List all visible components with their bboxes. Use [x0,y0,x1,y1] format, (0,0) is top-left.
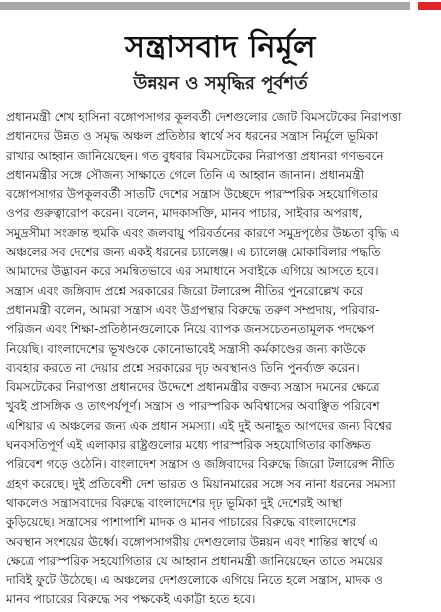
body-line: পরিবেশ গড়ে ওঠেনি। বাংলাদেশ সন্ত্রাস ও জঙ্গিবাদের বিরুদ্ধে জিরো টলারেন্স নীতি [6,457,395,472]
body-line: রাখার আহ্বান জানিয়েছেন। গত বুধবার বিমসটেকের নিরাপত্তা প্রধানরা গণভবনে [6,148,384,163]
body-line: থাকলেও সন্ত্রাসবাদের বিরুদ্ধে বাংলাদেশের দৃঢ় ভূমিকা দুই দেশেরই আস্থা [6,495,343,510]
body-line: মানব পাচারের বিরুদ্ধে সব পক্ষকেই একাট্টা হতে হবে। [6,592,256,607]
body-line: পরিজন এবং শিক্ষা-প্রতিষ্ঠানগুলোকে নিয়ে ব্যাপক জনসচেতনতামূলক পদক্ষেপ [6,322,375,337]
body-line: কুড়িয়েছে। সন্ত্রাসের পাশাপাশি মাদক ও মানব পাচারের বিরুদ্ধে বাংলাদেশের [6,515,357,530]
article-body [6,108,436,610]
header-rule [0,2,441,10]
body-line: বিমসটেকের নিরাপত্তা প্রধানদের উদ্দেশে প্রধানমন্ত্রীর বক্তব্য সন্ত্রাস দমনের ক্ষেত্রে [6,380,380,395]
body-line: ক্ষেত্রে পারস্পরিক সহযোগিতার যে আহ্বান প্রধানমন্ত্রী জানিয়েছেন তাতে সময়ের [6,553,383,568]
header-rule-red-accent [418,2,441,10]
body-line: সমুদ্রসীমা সংক্রান্ত হুমকি এবং জলবায়ু পরিবর্তনের কারণে সমুদ্রপৃষ্ঠের উচ্চতা বৃদ্ধি এ [6,225,400,240]
body-line: সন্ত্রাস এবং জঙ্গিবাদ প্রশ্নে সরকারের জিরো টলারেন্স নীতির পুনরোল্লেখ করে [6,283,364,298]
body-line: দাবিই ফুটে উঠেছে। এ অঞ্চলের দেশগুলোকে এগিয়ে নিতে হলে সন্ত্রাস, মাদক ও [6,573,383,588]
body-line: প্রধানমন্ত্রীর সঙ্গে সৌজন্য সাক্ষাতে গেলে তিনি এ আহ্বান জানান। প্রধানমন্ত্রী [6,167,365,182]
headline: সন্ত্রাসবাদ নির্মূল [125,30,316,65]
body-line: খুবই প্রাসঙ্গিক ও তাৎপর্যপূর্ণ। সন্ত্রাস ও পারস্পরিক অবিশ্বাসের অবাঞ্ছিত পরিবেশ [6,399,380,414]
header-rule-gray-bar [0,2,410,10]
body-line: প্রধানমন্ত্রী শেখ হাসিনা বঙ্গোপসাগর কূলবর্তী দেশগুলোর জোট বিমসটেকের নিরাপত্তা [6,110,402,124]
body-line: ওপর গুরুত্বারোপ করেন। বলেন, মাদকাসক্তি, মানব পাচার, সাইবার অপরাধ, [6,206,363,221]
body-line: অবস্থান সংশয়ের ঊর্ধ্বে। বঙ্গোপসাগরীয় দেশগুলোর উন্নয়ন এবং শান্তির স্বার্থে এ [6,534,379,549]
body-line: অঞ্চলের সব দেশের জন্য একই ধরনের চ্যালেঞ্জ। এ চ্যালেঞ্জ মোকাবিলার পদ্ধতি [6,245,381,260]
subheadline: উন্নয়ন ও সমৃদ্ধির পূর্বশর্ত [133,73,308,94]
body-line: প্রধানদের উন্নত ও সমৃদ্ধ অঞ্চল প্রতিষ্ঠার স্বার্থে সব ধরনের সন্ত্রাস নির্মূলে ভূমিকা [6,129,379,144]
body-line: এশিয়ার এ অঞ্চলের জন্য এক প্রধান সমস্যা। এই দুই অনাহূত আপদের জন্য বিশ্বের [6,418,392,433]
body-line: নিয়েছি। বাংলাদেশের ভূখণ্ডকে কোনোভাবেই সন্ত্রাসী কর্মকাণ্ডের জন্য কাউকে [6,341,366,356]
body-line: বঙ্গোপসাগর উপকূলবর্তী সাতটি দেশের সন্ত্রাস উচ্ছেদে পারস্পরিক সহযোগিতার [6,187,379,202]
body-line: ব্যবহার করতে না দেয়ার প্রশ্নে সরকারের দৃঢ় অবস্থানও তিনি পুনর্ব্যক্ত করেন। [6,360,360,375]
body-line: গ্রহণ করেছে। দুই প্রতিবেশী দেশ ভারত ও মিয়ানমারের সঙ্গে সব নানা ধরনের সমস্যা [6,476,396,491]
body-line: প্রধানমন্ত্রী বলেন, আমরা সন্ত্রাস এবং উগ্রপন্থার বিরুদ্ধে তরুণ সম্প্রদায়, পরিবার- [6,302,380,317]
body-line: আমাদের উদ্ভাবন করে সমন্বিতভাবে এর সমাধানে সবাইকে এগিয়ে আসতে হবে। [6,264,379,279]
body-line: ঘনবসতিপূর্ণ এই এলাকার রাষ্ট্রগুলোর মধ্যে পারস্পরিক সহযোগিতার কাঙ্ক্ষিত [6,438,371,453]
